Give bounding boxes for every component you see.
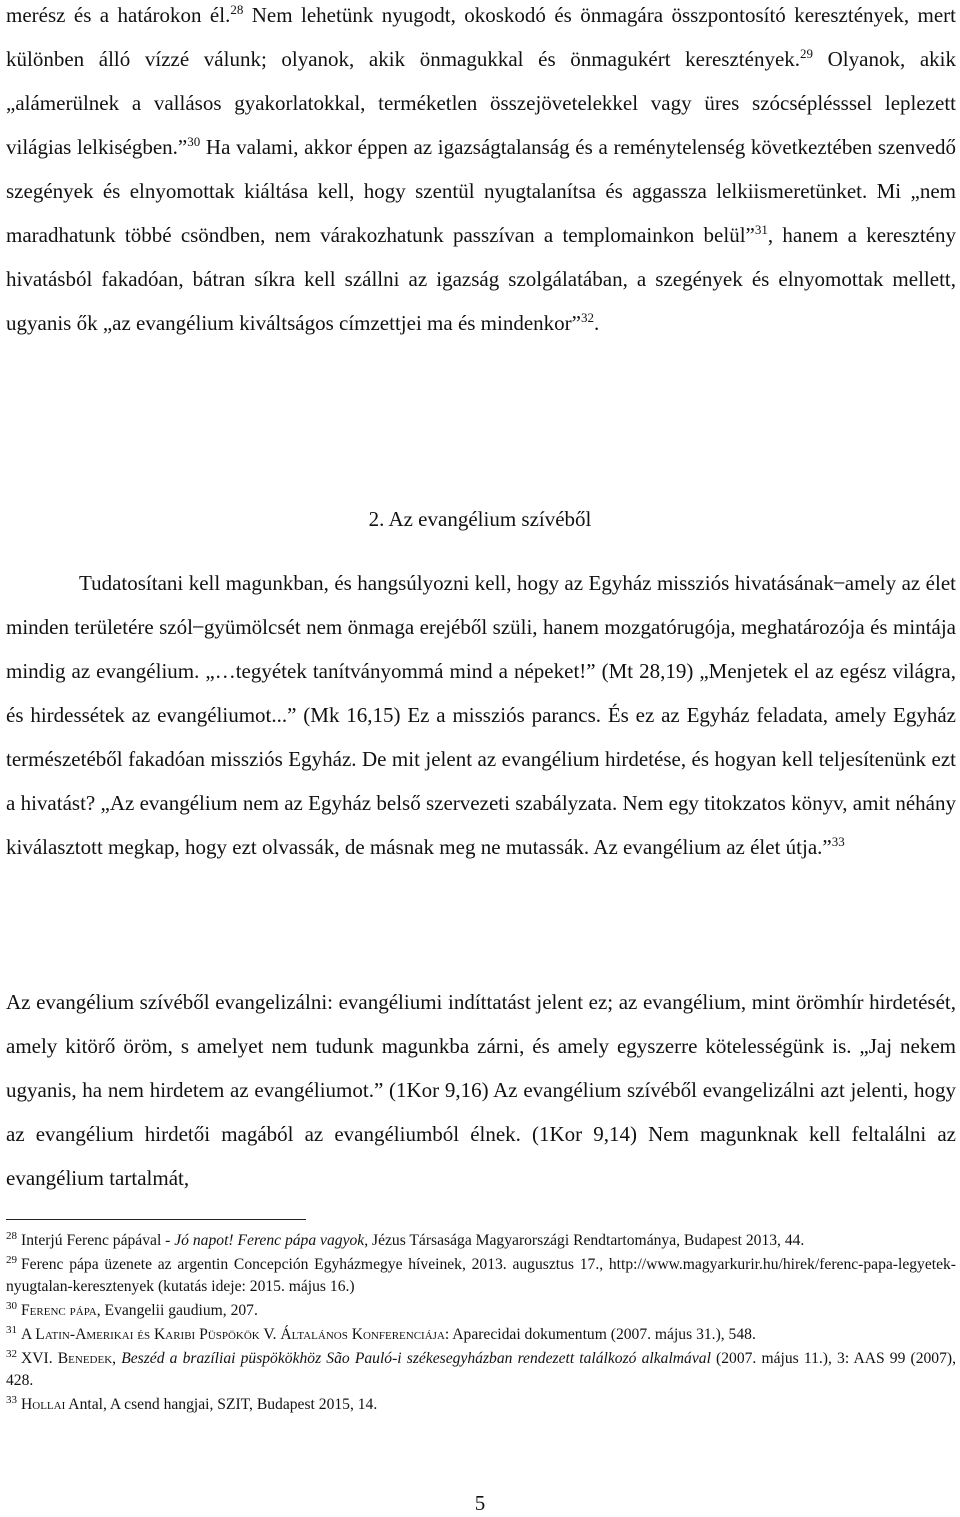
text-run: Ha valami, akkor éppen az igazságtalanság és a reménytelenség következtében szenvedő szegények és elnyomottak kiáltása kell, hogy szentül nyugtalanítsa és aggassza lelkiismeretünket. Mi „nem maradhatunk többé csöndben, nem várakozhatunk passzívan a templomainkon belül” <box>6 135 956 247</box>
footnote-ref-33[interactable]: 33 <box>831 834 845 850</box>
footnote-ref-28[interactable]: 28 <box>230 2 244 18</box>
footnote-title: Beszéd a brazíliai püspökökhöz São Pauló-i székesegyházban rendezett találkozó alkalmával <box>121 1350 711 1367</box>
footnote-author: Benedek <box>57 1350 113 1367</box>
footnote-text: Ferenc pápa üzenete az argentin Concepción Egyházmegye híveinek, 2013. augusztus 17., http://www.magyarkurir.hu/hirek/ferenc-papa-legyetek-nyugtalan-keresztenyek (kutatás ideje: 2015. május 16.) <box>6 1256 956 1295</box>
footnote-text: , Evangelii gaudium, 207. <box>96 1302 258 1319</box>
footnote-number: 28 <box>6 1229 17 1242</box>
footnote-number: 29 <box>6 1253 17 1266</box>
footnote-number: 31 <box>6 1323 17 1336</box>
footnote-text: , Jézus Társasága Magyarországi Rendtartománya, Budapest 2013, 44. <box>364 1232 805 1249</box>
footnote-ref-32[interactable]: 32 <box>581 310 594 326</box>
footnote-ref-31[interactable]: 31 <box>754 222 768 238</box>
footnote-text: Interjú Ferenc pápával - <box>21 1232 175 1249</box>
footnote-text: Antal, A csend hangjai, SZIT, Budapest 2015, 14. <box>65 1396 378 1413</box>
footnote-title: Jó napot! Ferenc pápa vagyok <box>174 1232 365 1249</box>
footnote-text: XVI. <box>21 1350 58 1367</box>
footnote-33 <box>6 1394 956 1416</box>
footnote-ref-30[interactable]: 30 <box>187 134 201 150</box>
footnote-32 <box>6 1348 956 1392</box>
footnote-author: Hollai <box>21 1396 66 1413</box>
footnote-text: (2007. május 11.), 3: AAS 99 (2007), 428. <box>6 1350 956 1389</box>
footnote-30 <box>6 1300 956 1322</box>
footnote-number: 32 <box>6 1347 17 1360</box>
text-run: merész és a határokon él. <box>6 3 231 27</box>
paragraph-1 <box>6 0 956 345</box>
footnotes <box>6 1230 956 1418</box>
text-run: . <box>594 311 600 335</box>
footnote-author: A Latin-Amerikai és Karibi Püspökök V. Általános Konferenciája <box>21 1326 445 1343</box>
page-number: 5 <box>474 1491 486 1515</box>
text-run: Nem lehetünk nyugodt, okoskodó és önmagára összpontosító keresztények, mert különben álló vízzé válunk; olyanok, akik önmagukkal és önmagukért keresztények. <box>6 3 956 71</box>
footnote-author: Ferenc pápa <box>21 1302 97 1319</box>
section-heading: 2. Az evangélium szívéből <box>368 507 592 531</box>
text-run: , hanem a keresztény hivatásból fakadóan, bátran síkra kell szállni az igazság szolgálatában, a szegények és elnyomottak mellett, ugyanis ők „az evangélium kiváltságos címzettjei ma és mindenkor” <box>6 223 956 335</box>
paragraph-2 <box>6 561 956 869</box>
footnote-separator <box>6 1219 306 1220</box>
footnote-31 <box>6 1324 956 1346</box>
text-run: Tudatosítani kell magunkban, és hangsúlyozni kell, hogy az Egyház missziós hivatásának ̶ amely az élet minden területére szól ̶ gyümölcsét nem önmaga erejéből szüli, hanem mozgatórugója, meghatározója és mintája mindig az evangélium. „…tegyétek tanítványommá mind a népeket!” (Mt 28,19) „Menjetek el az egész világra, és hirdessétek az evangéliumot...” (Mk 16,15) Ez a missziós parancs. És ez az Egyház feladata, amely Egyház természetéből fakadóan missziós Egyház. De mit jelent az evangélium hirdetése, és hogyan kell teljesítenünk ezt a hivatást? „Az evangélium nem az Egyház belső szervezeti szabályzata. Nem egy titokzatos könyv, amit néhány kiválasztott megkap, hogy ezt olvassák, de másnak meg ne mutassák. Az evangélium az élet útja.” <box>6 571 956 859</box>
footnote-number: 30 <box>6 1299 17 1312</box>
footnote-number: 33 <box>6 1393 17 1406</box>
footnote-text: , <box>112 1350 122 1367</box>
footnote-ref-29[interactable]: 29 <box>800 46 814 62</box>
paragraph-3: Az evangélium szívéből evangelizálni: evangéliumi indíttatást jelent ez; az evangélium, mint örömhír hirdetését, amely kitörő öröm, s amelyet nem tudunk magunkba zárni, és amely egyszerre kötelességünk is. „Jaj nekem ugyanis, ha nem hirdetem az evangéliumot.” (1Kor 9,16) Az evangélium szívéből evangelizálni azt jelenti, hogy az evangélium hirdetői magából az evangéliumból élnek. (1Kor 9,14) Nem magunknak kell feltalálni az evangélium tartalmát, <box>6 990 956 1190</box>
footnote-28 <box>6 1230 956 1252</box>
footnote-29 <box>6 1254 956 1298</box>
text-run: Olyanok, akik „alámerülnek a vallásos gyakorlatokkal, terméketlen összejövetelekkel vagy üres szócséplésssel leplezett világias lelkiségben.” <box>6 47 956 159</box>
footnote-text: : Aparecidai dokumentum (2007. május 31.), 548. <box>444 1326 756 1343</box>
